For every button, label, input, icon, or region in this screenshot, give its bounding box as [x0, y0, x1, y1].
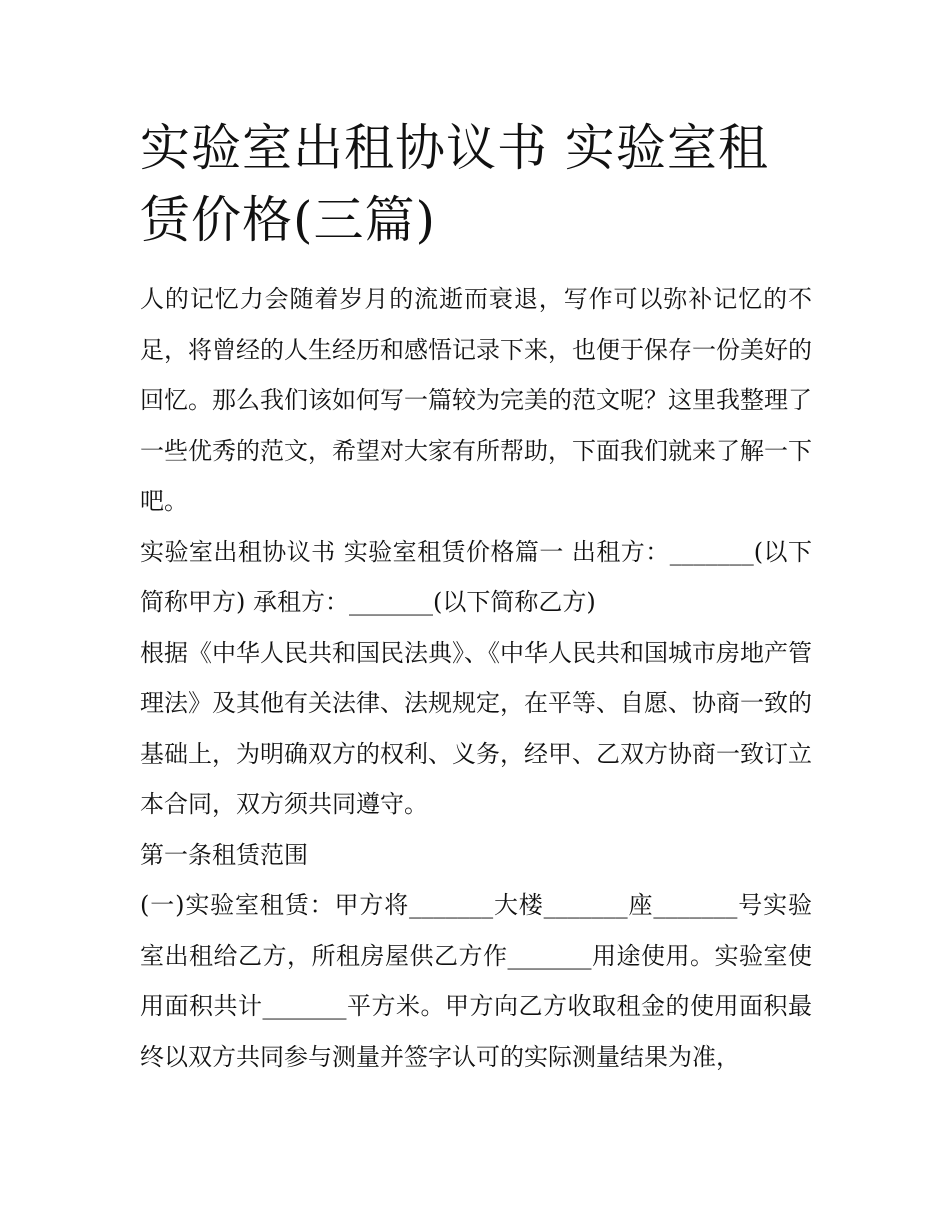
- section-heading-lease-scope: 第一条租赁范围: [140, 840, 308, 869]
- legal-basis-paragraph: 根据《中华人民共和国民法典》、《中华人民共和国城市房地产管理法》及其他有关法律、法规规定，在平等、自愿、协商一致的基础上，为明确双方的权利、义务，经甲、乙双方协商一致订立本合同，双方须共同遵守。: [140, 638, 812, 818]
- lab-lease-paragraph: (一)实验室租赁：甲方将_______大楼_______座_______号实验室出租给乙方，所租房屋供乙方作_______用途使用。实验室使用面积共计_______平方米。甲方向乙方收取租金的使用面积最终以双方共同参与测量并签字认可的实际测量结果为准，: [140, 891, 812, 1071]
- document-body: [140, 112, 812, 1082]
- parties-paragraph: 实验室出租协议书 实验室租赁价格篇一 出租方：_______(以下简称甲方) 承租方：_______(以下简称乙方): [140, 537, 812, 616]
- intro-paragraph: 人的记忆力会随着岁月的流逝而衰退，写作可以弥补记忆的不足，将曾经的人生经历和感悟记录下来，也便于保存一份美好的回忆。那么我们该如何写一篇较为完美的范文呢？这里我整理了一些优秀的范文，希望对大家有所帮助，下面我们就来了解一下吧。: [140, 285, 812, 515]
- document-title: 实验室出租协议书 实验室租赁价格(三篇): [140, 119, 769, 249]
